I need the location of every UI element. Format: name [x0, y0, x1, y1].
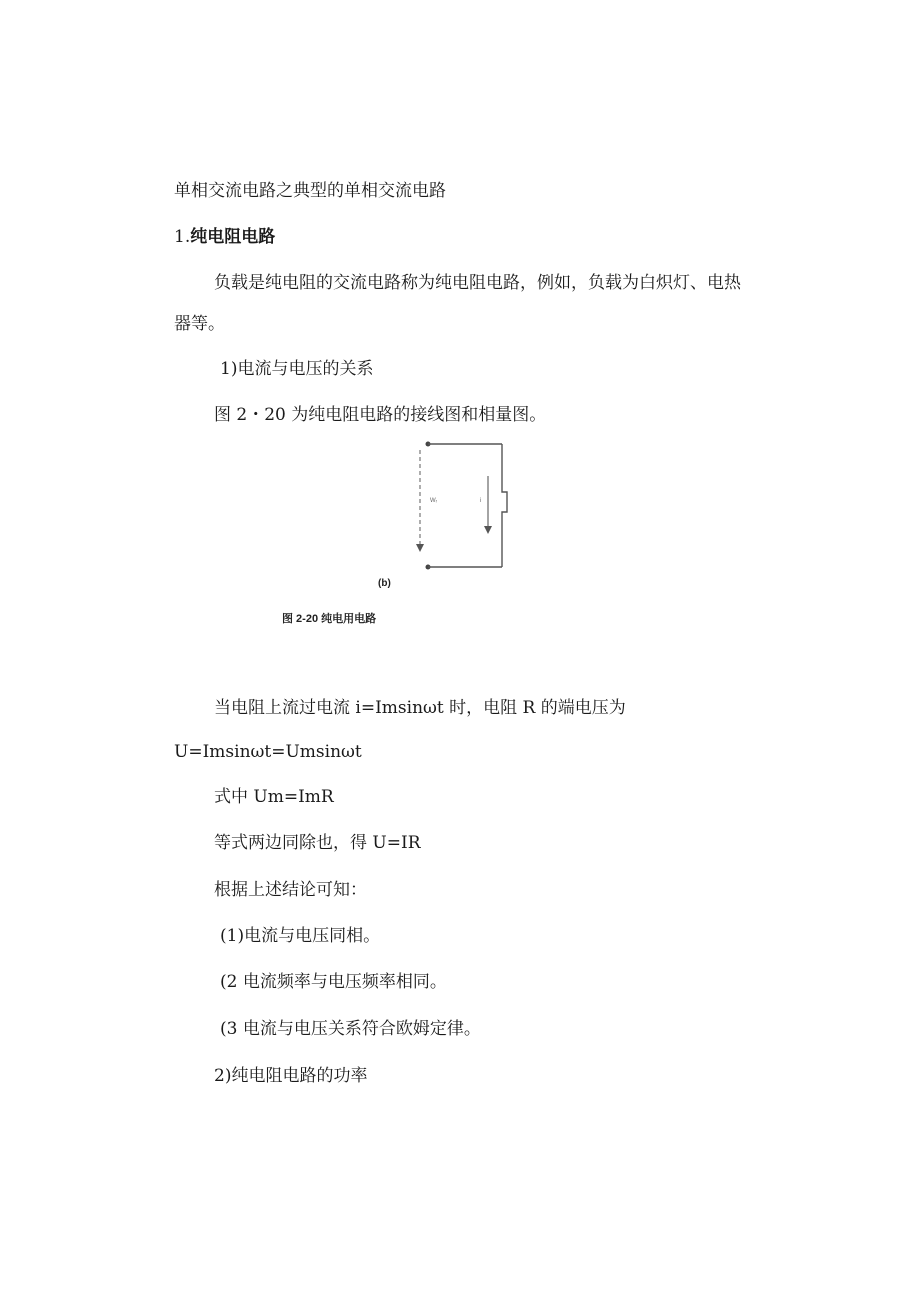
subsection-heading-1: 1)电流与电压的关系	[220, 359, 374, 379]
section-heading-text: 纯电阻电路	[190, 227, 276, 247]
section-heading-number: 1.	[174, 227, 191, 247]
equation-1: U=Imsinωt=Umsinωt	[174, 742, 362, 762]
current-arrow-head	[484, 526, 492, 534]
current-paragraph: 当电阻上流过电流 i=Imsinωt 时，电阻 R 的端电压为	[214, 698, 626, 718]
figure-caption: 图 2-20 纯电用电路	[282, 613, 377, 625]
voltage-arrow-head	[416, 544, 424, 552]
subsection-heading-2: 2)纯电阻电路的功率	[214, 1066, 368, 1086]
voltage-label: Wᵣ	[430, 498, 438, 504]
conclusion-item-3: (3 电流与电压关系符合欧姆定律。	[220, 1019, 481, 1039]
equation-2: 式中 Um=ImR	[214, 787, 334, 807]
circuit-diagram	[410, 436, 510, 576]
document-title: 单相交流电路之典型的单相交流电路	[174, 181, 446, 201]
figure-sublabel: (b)	[378, 578, 391, 589]
current-label: i	[480, 498, 482, 504]
conclusion-item-2: (2 电流频率与电压频率相同。	[220, 972, 447, 992]
intro-paragraph-line-1: 负载是纯电阻的交流电路称为纯电阻电路，例如，负载为白炽灯、电热	[214, 273, 741, 293]
figure-reference: 图 2・20 为纯电阻电路的接线图和相量图。	[214, 405, 547, 425]
section-heading	[174, 226, 275, 248]
resistor-branch	[502, 444, 507, 567]
equation-3: 等式两边同除也，得 U=IR	[214, 833, 421, 853]
conclusion-item-1: (1)电流与电压同相。	[220, 926, 381, 946]
intro-paragraph-line-2: 器等。	[174, 314, 225, 334]
conclusion-intro: 根据上述结论可知：	[214, 880, 367, 900]
